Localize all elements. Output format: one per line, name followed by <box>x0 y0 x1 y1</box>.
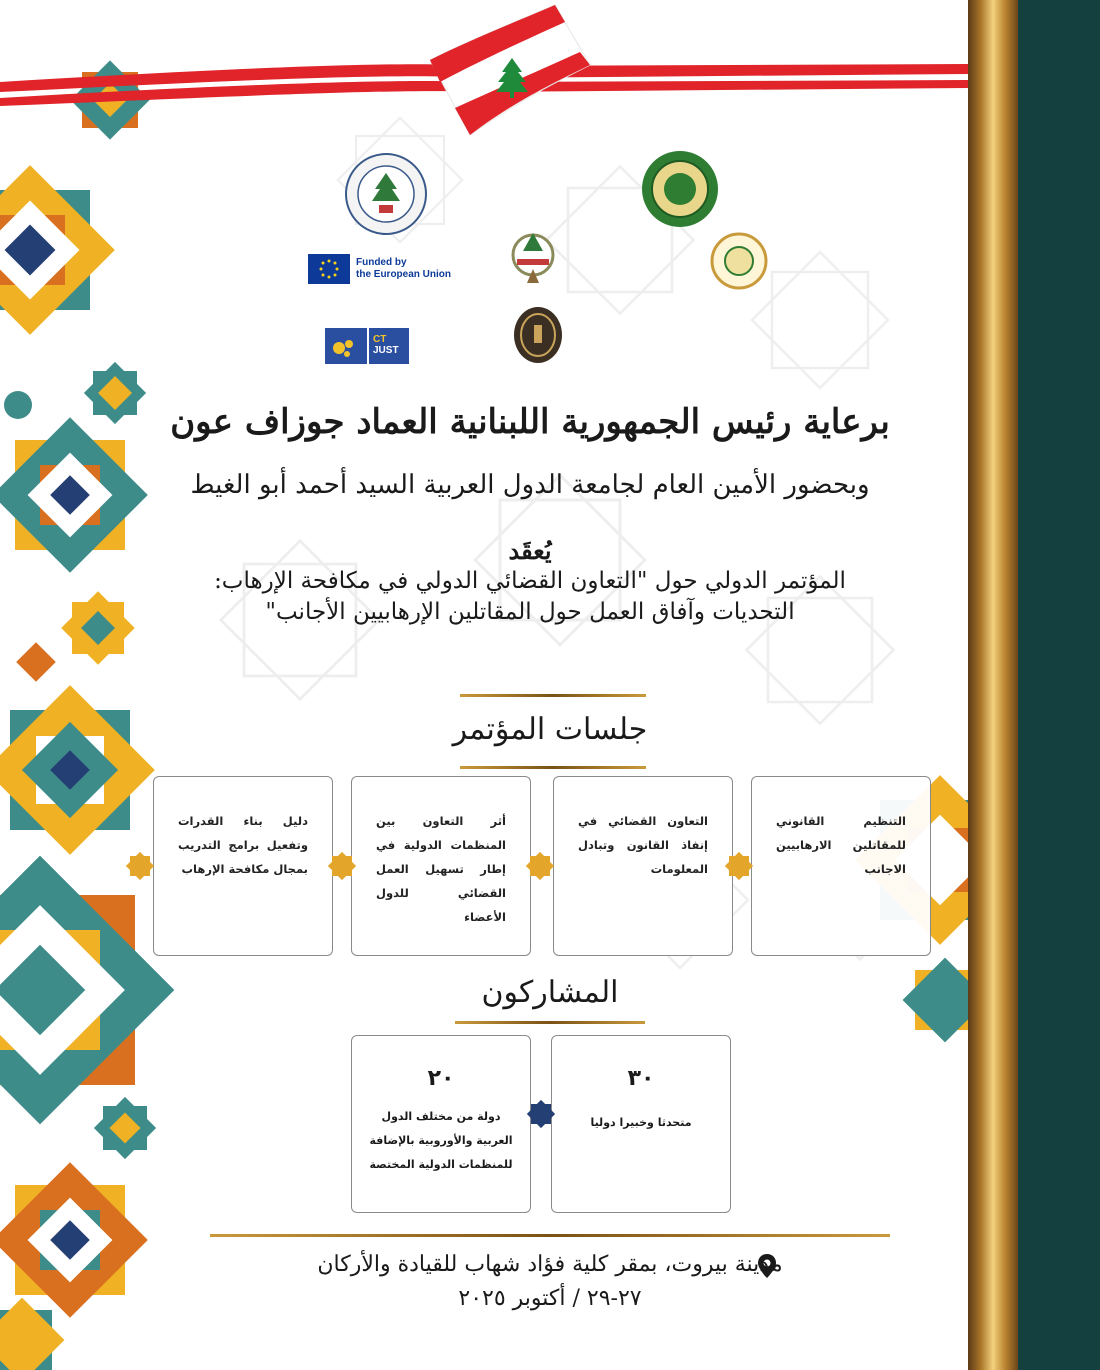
session-card-2: التعاون القضائي في إنفاذ القانون وتبادل المعلومات <box>553 776 733 956</box>
conference-title-line2: التحديات وآفاق العمل حول المقاتلين الإرهابيين الأجانب" <box>265 599 795 625</box>
gold-side-band <box>968 0 1018 1370</box>
eu-text-line1: Funded by <box>356 257 407 268</box>
participant-description: دولة من مختلف الدول العربية والأوروبية بالإضافة للمنظمات الدولية المختصة <box>369 1110 513 1171</box>
lebanese-university-seal-logo <box>345 153 427 235</box>
patronage-line: برعاية رئيس الجمهورية اللبنانية العماد جوزاف عون <box>170 402 890 442</box>
participant-number: ٢٠ <box>427 1066 455 1091</box>
footer-divider <box>210 1234 890 1237</box>
session-card-4: دليل بناء القدرات وتفعيل برامج التدريب بمجال مكافحة الإرهاب <box>153 776 333 956</box>
participants-divider <box>455 1021 645 1024</box>
participant-card-speakers <box>551 1035 731 1213</box>
participant-card-countries <box>351 1035 531 1213</box>
connector-star-icon <box>526 1099 556 1129</box>
ct-just-logo <box>325 328 409 364</box>
convene-label: يُعقَد <box>508 536 552 565</box>
participant-number: ٣٠ <box>627 1066 655 1091</box>
session-card-3: أثر التعاون بين المنظمات الدولية في إطار تسهيل العمل القضائي للدول الأعضاء <box>351 776 531 956</box>
eu-funded-logo <box>308 254 451 284</box>
presence-line: وبحضور الأمين العام لجامعة الدول العربية السيد أحمد أبو الغيط <box>190 470 870 500</box>
participants-title: المشاركون <box>481 975 619 1010</box>
eu-text-line2: the European Union <box>356 269 451 280</box>
ct-just-graphic-icon <box>325 328 367 364</box>
location-text: مدينة بيروت، بمقر كلية فؤاد شهاب للقيادة والأركان <box>317 1252 783 1277</box>
eu-flag-icon <box>308 254 350 284</box>
internal-security-forces-logo <box>512 305 564 365</box>
teal-side-band <box>1018 0 1100 1370</box>
session-card-1: التنظيم القانوني للمقاتلين الارهابيين الاجانب <box>751 776 931 956</box>
sessions-top-divider <box>460 694 646 697</box>
just-text: JUST <box>373 345 399 356</box>
lebanese-army-logo <box>505 225 561 287</box>
date-text: ٢٧-٢٩ / أكتوبر ٢٠٢٥ <box>458 1286 642 1311</box>
connector-star-icon <box>724 851 754 881</box>
lebanese-flag-ribbon <box>0 0 968 150</box>
ct-text: CT <box>373 334 387 345</box>
connector-star-icon <box>327 851 357 881</box>
conference-title <box>120 566 940 628</box>
sessions-title: جلسات المؤتمر <box>452 712 648 747</box>
sessions-bottom-divider <box>460 766 646 769</box>
participant-description: متحدثا وخبيرا دوليا <box>590 1116 692 1129</box>
connector-star-icon <box>525 851 555 881</box>
connector-star-icon <box>125 851 155 881</box>
conference-title-line1: المؤتمر الدولي حول "التعاون القضائي الدولي في مكافحة الإرهاب: <box>214 568 846 594</box>
arab-interior-council-logo <box>710 232 768 290</box>
arab-league-logo <box>640 148 720 230</box>
